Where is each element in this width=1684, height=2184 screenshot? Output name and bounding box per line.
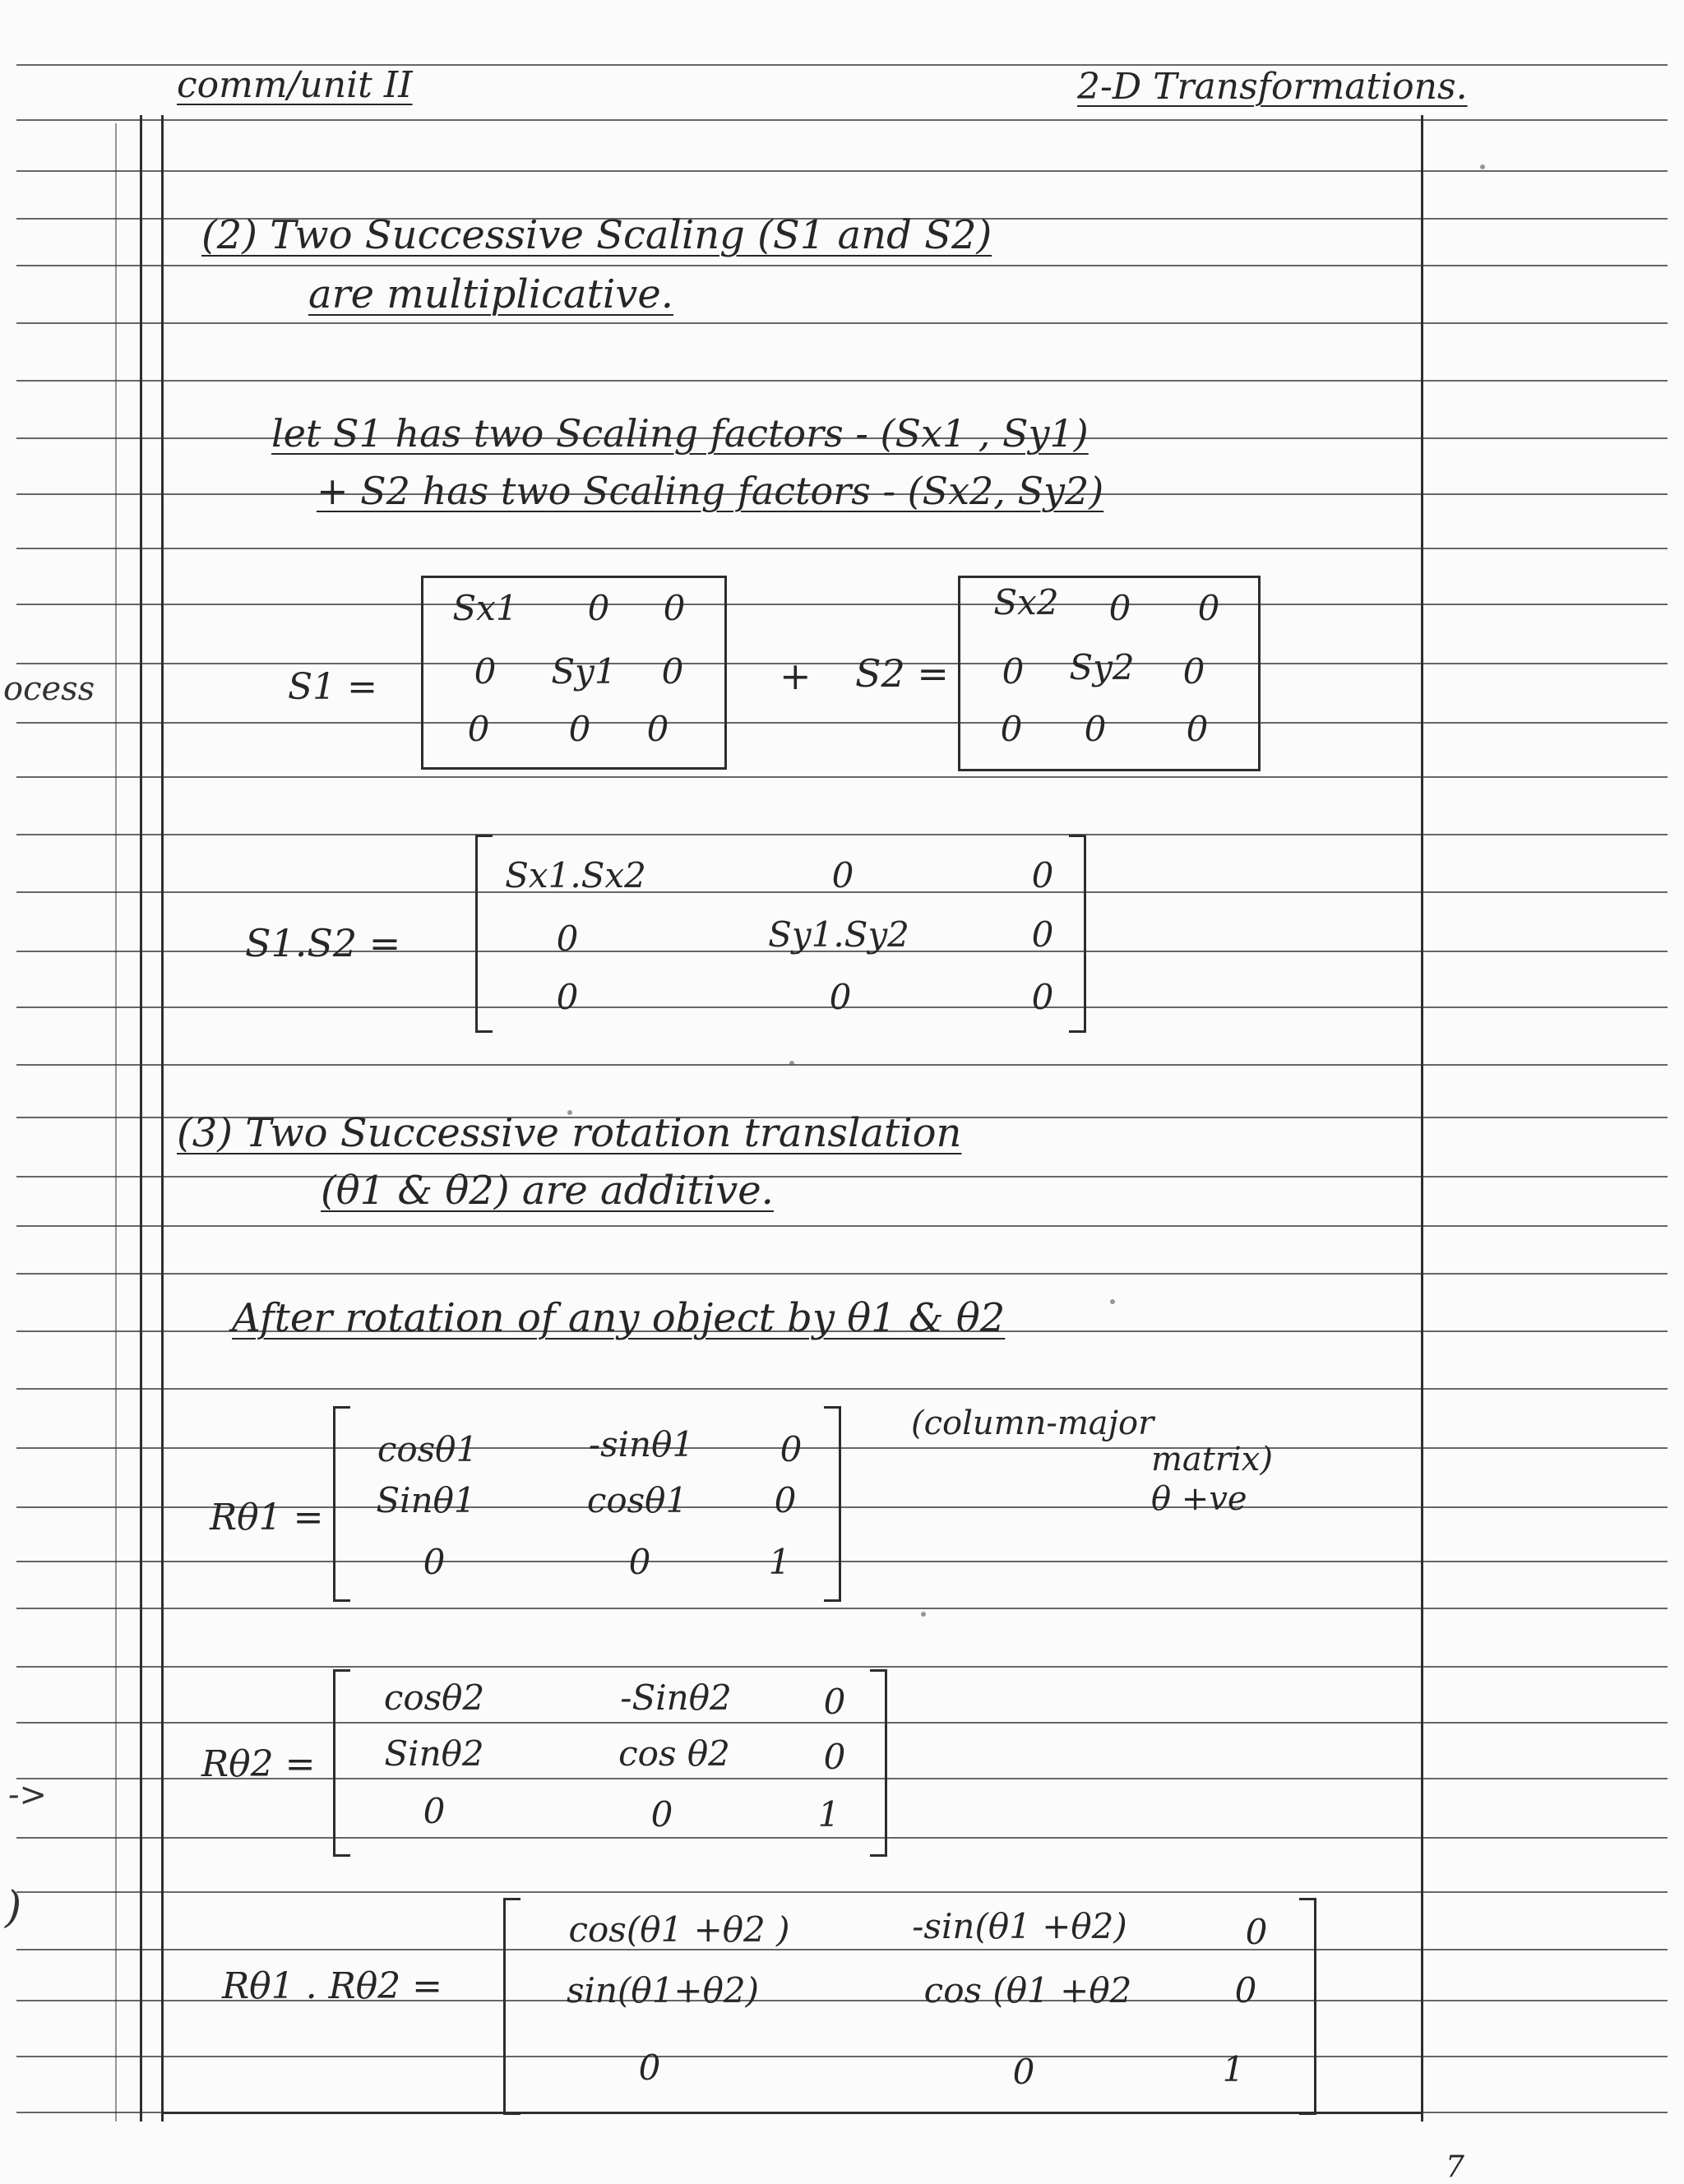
section3-title-line1: (3) Two Successive rotation translation [177,1110,962,1156]
product-cell: 0 [829,977,852,1017]
scan-speck [1480,164,1485,169]
margin-fragment-arrow: -> [8,1776,48,1814]
r12-cell: sin(θ1+θ2) [566,1970,760,2010]
r1-cell: -sinθ1 [588,1424,695,1464]
s2-cell: 0 [1002,651,1025,692]
product-cell: 0 [1031,914,1054,955]
s1-cell: Sx1 [452,588,518,628]
product-cell: 0 [1031,855,1054,895]
s1-cell: 0 [646,709,669,749]
product-cell: 0 [556,918,579,959]
page-number: 7 [1446,2150,1464,2184]
r12-cell: 0 [1245,1912,1268,1952]
r12-bracket-right [1299,1898,1316,2115]
section3-note-line1: (column-major [911,1404,1154,1442]
bottom-border-line [161,2112,1423,2114]
r1-bracket-right [824,1406,841,1602]
r2-cell: 0 [423,1791,446,1831]
section2-title-line2: are multiplicative. [308,271,673,317]
section2-let-line2: + S2 has two Scaling factors - (Sx2, Sy2) [317,469,1104,513]
r12-cell: cos (θ1 +θ2 [923,1970,1132,2010]
s1-cell: Sy1 [551,651,617,692]
r1-cell: 1 [768,1542,791,1582]
r12-cell: 1 [1222,2049,1245,2089]
left-margin-line [140,115,142,2122]
r2-cell: 0 [823,1682,846,1722]
header-left: comm/unit II [177,64,413,106]
s1-cell: 0 [474,651,497,692]
r2-cell: 0 [823,1737,846,1777]
r2-cell: 0 [650,1794,673,1835]
s1-cell: 0 [467,709,490,749]
scan-speck [789,1061,794,1066]
scan-speck [921,1612,926,1617]
s2-label: S2 = [855,651,949,696]
and-sign: + [780,654,812,698]
r12-cell: -sin(θ1 +θ2) [912,1906,1127,1946]
s2-cell: 0 [1108,588,1131,628]
product-cell: Sy1.Sy2 [768,914,909,955]
r2-cell: -Sinθ2 [620,1677,732,1718]
r12-cell: cos(θ1 +θ2 ) [568,1909,790,1950]
right-margin-line [1421,115,1423,2122]
r2-bracket-left [333,1669,350,1857]
r2-label: Rθ2 = [201,1743,316,1785]
r1-cell: 0 [423,1542,446,1582]
r1-bracket-left [333,1406,350,1602]
r2-cell: cos θ2 [618,1733,730,1774]
section2-let-line1: let S1 has two Scaling factors - (Sx1 , Sy1) [271,411,1089,456]
product-cell: 0 [1031,977,1054,1017]
s1-cell: 0 [568,709,591,749]
s2-cell: Sx2 [993,582,1059,622]
product-cell: 0 [831,855,854,895]
s1-label: S1 = [288,666,377,708]
s2-cell: 0 [1197,588,1220,628]
r1-cell: 0 [628,1542,651,1582]
section3-after-line: After rotation of any object by θ1 & θ2 [232,1295,1006,1341]
r1-cell: 0 [780,1429,803,1469]
section3-note-line2: matrix) [1151,1441,1273,1478]
r12-cell: 0 [638,2048,661,2088]
product-bracket-right [1069,835,1086,1033]
s1-cell: 0 [587,588,610,628]
r1-cell: 0 [774,1480,797,1520]
section3-title-line2: (θ1 & θ2) are additive. [321,1168,774,1214]
left-margin-line-2 [161,115,164,2122]
product-cell: 0 [556,977,579,1017]
r12-cell: 0 [1012,2052,1035,2092]
r12-bracket-left [503,1898,520,2115]
r2-bracket-right [870,1669,887,1857]
r1-label: Rθ1 = [210,1497,324,1539]
r2-cell: cosθ2 [383,1677,485,1718]
section2-title-line1: (2) Two Successive Scaling (S1 and S2) [201,212,992,258]
left-edge-line [115,123,117,2122]
margin-fragment-paren: ) [5,1883,22,1932]
r1-cell: cosθ1 [586,1480,688,1520]
header-right: 2-D Transformations. [1077,66,1468,108]
r1-cell: cosθ1 [377,1429,479,1469]
r12-label: Rθ1 . Rθ2 = [222,1965,443,2007]
product-bracket-left [475,835,493,1033]
s1-cell: 0 [663,588,686,628]
margin-fragment-word: ocess [3,670,95,708]
r2-cell: Sinθ2 [384,1733,484,1774]
s2-cell: Sy2 [1069,647,1135,687]
r1-cell: Sinθ1 [376,1480,476,1520]
product-cell: Sx1.Sx2 [505,855,646,895]
r12-cell: 0 [1234,1970,1257,2010]
s2-cell: 0 [1186,709,1209,749]
s1-cell: 0 [661,651,684,692]
section3-note-line3: θ +ve [1151,1480,1247,1518]
product-label: S1.S2 = [245,921,401,965]
s2-cell: 0 [1000,709,1023,749]
scan-speck [1110,1299,1115,1304]
r2-cell: 1 [817,1794,840,1835]
s2-cell: 0 [1182,651,1205,692]
s2-cell: 0 [1084,709,1107,749]
